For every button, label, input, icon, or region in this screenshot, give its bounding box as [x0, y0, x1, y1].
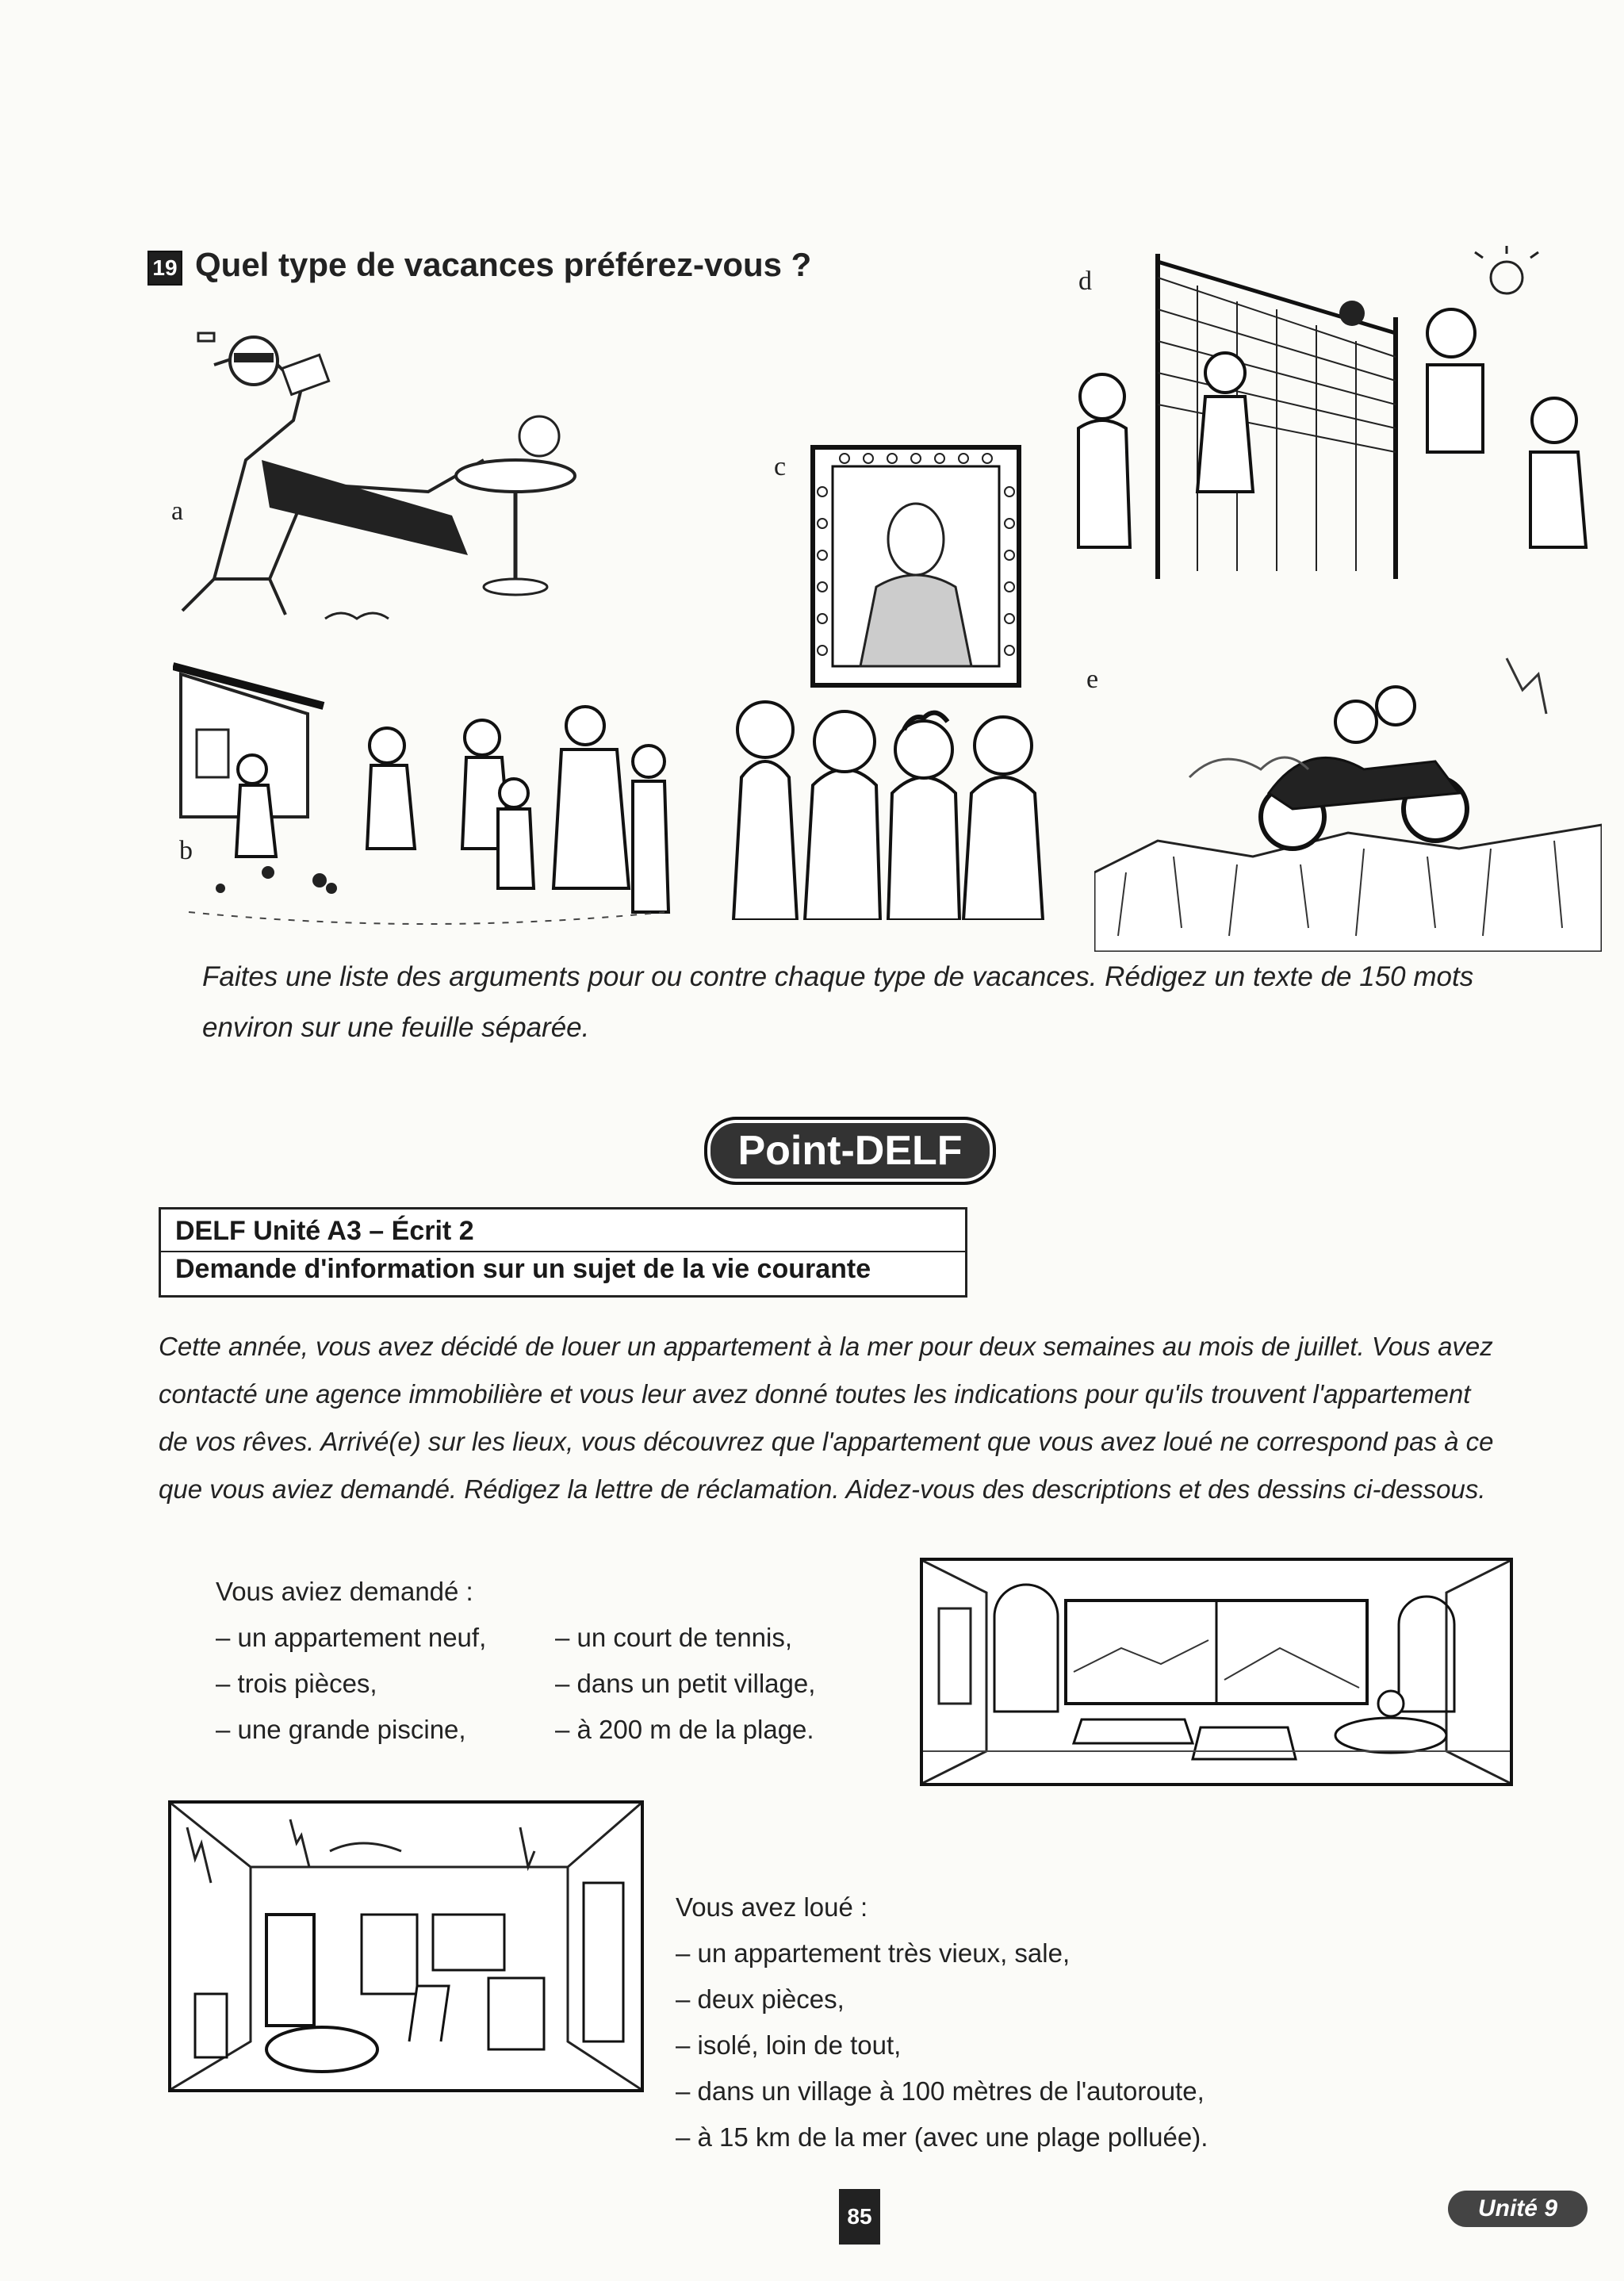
illustration-dream-apartment	[920, 1558, 1513, 1786]
illustration-e-motorcycle-adventure	[1094, 634, 1602, 952]
illustration-a-beach-relax	[167, 317, 611, 634]
delf-task-title: DELF Unité A3 – Écrit 2	[175, 1216, 474, 1246]
requested-list-col1	[216, 1615, 486, 1753]
label-d: d	[1078, 266, 1092, 296]
delf-task-subtitle: Demande d'information sur un sujet de la vie courante	[175, 1254, 871, 1284]
unit-badge: Unité 9	[1448, 2191, 1588, 2227]
page-number: 85	[839, 2189, 880, 2245]
requested-item: – à 200 m de la plage.	[555, 1715, 814, 1744]
delf-task-box	[159, 1207, 967, 1298]
delf-box-divider	[161, 1251, 965, 1252]
requested-item: – une grande piscine,	[216, 1715, 466, 1744]
requested-heading: Vous aviez demandé :	[216, 1577, 473, 1606]
illustration-d-beach-volleyball	[1055, 230, 1610, 579]
rented-item: – isolé, loin de tout,	[676, 2030, 902, 2060]
delf-prompt: Cette année, vous avez décidé de louer un appartement à la mer pour deux semaines au mois de juillet. Vous avez contacté une agence immobilière et vous leur avez donné toutes les indications pour qu'ils trouvent l'appartement de vos rêves. Arrivé(e) sur les lieux, vous découvrez que l'appartement que vous avez loué ne correspond pas à ce que vous aviez demandé. Rédigez la lettre de réclamation. Aidez-vous des descriptions et des dessins ci-dessous.	[159, 1332, 1494, 1504]
requested-item: – un appartement neuf,	[216, 1623, 487, 1652]
point-delf-badge: Point-DELF	[704, 1117, 996, 1185]
requested-item: – dans un petit village,	[555, 1669, 816, 1698]
label-e: e	[1086, 665, 1099, 694]
illustration-c-museum	[718, 444, 1067, 920]
exercise-instructions: Faites une liste des arguments pour ou contre chaque type de vacances. Rédigez un texte de 150 mots environ sur une feuille séparée.	[202, 961, 1474, 1043]
illustration-b-petanque	[173, 650, 680, 952]
requested-list-col2	[555, 1615, 815, 1753]
requested-item: – un court de tennis,	[555, 1623, 793, 1652]
exercise-number-badge: 19	[147, 251, 182, 286]
rented-heading: Vous avez loué :	[676, 1892, 868, 1922]
rented-item: – un appartement très vieux, sale,	[676, 1938, 1071, 1968]
label-b: b	[179, 836, 193, 865]
exercise-title: Quel type de vacances préférez-vous ?	[195, 246, 812, 283]
rented-item: – dans un village à 100 mètres de l'autoroute,	[676, 2076, 1205, 2106]
rented-item: – deux pièces,	[676, 1984, 845, 2014]
label-a: a	[171, 496, 184, 526]
rented-list	[676, 1930, 1208, 2160]
requested-item: – trois pièces,	[216, 1669, 377, 1698]
illustration-rented-apartment	[168, 1800, 644, 2092]
rented-item: – à 15 km de la mer (avec une plage polluée).	[676, 2122, 1208, 2152]
label-c: c	[774, 452, 787, 481]
